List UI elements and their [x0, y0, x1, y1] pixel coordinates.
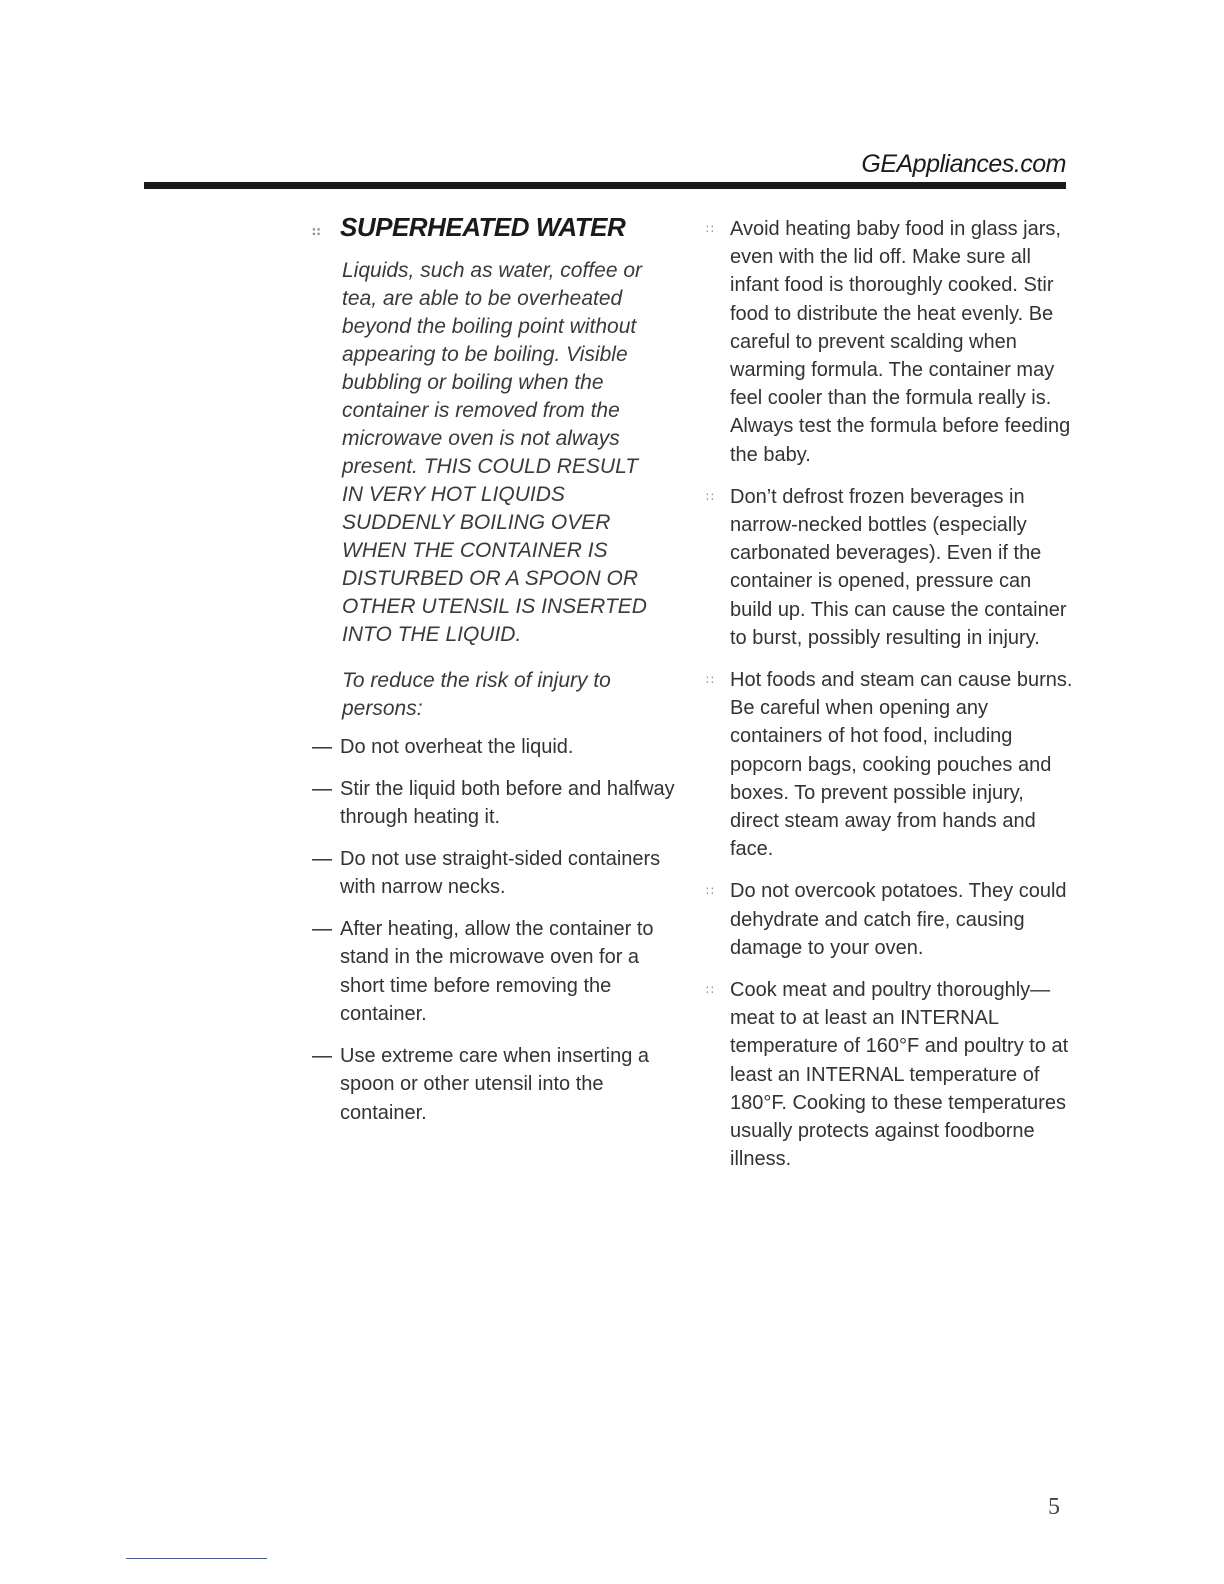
footer-line: [126, 1558, 267, 1559]
list-item: ∷ Avoid heating baby food in glass jars, even with the lid off. Make sure all infant food is thoroughly cooked. Stir food to distribute the heat evenly. Be careful to prevent scalding when warming formula. The container may feel cooler than the formula really is. Always test the formula before feeding the baby.: [706, 218, 1071, 466]
list-item: ∷ Do not overcook potatoes. They could dehydrate and catch fire, causing damage to your oven.: [706, 880, 1067, 959]
bullet-icon: ∷: [706, 983, 712, 998]
list-item: ∷ Hot foods and steam can cause burns. Be careful when opening any containers of hot food, including popcorn bags, cooking pouches and boxes. To prevent possible injury, direct steam away from hands and face.: [706, 669, 1073, 861]
list-item: — Do not overheat the liquid.: [312, 733, 684, 762]
bullet-icon: ∷: [706, 673, 712, 688]
header-rule: [144, 182, 1066, 189]
list-item: ∷ Don’t defrost frozen beverages in narrow-necked bottles (especially carbonated beverages). Even if the container is opened, pressure can build up. This can cause the container to burst, possibly resulting in injury.: [706, 485, 1067, 649]
right-column: [704, 215, 1074, 1188]
bullet-list: [704, 215, 1074, 1174]
left-column: [312, 212, 684, 1140]
dash-list: [312, 733, 684, 1127]
reduce-risk-text: To reduce the risk of injury to persons:: [342, 669, 611, 720]
list-item: ∷ Cook meat and poultry thoroughly—meat to at least an INTERNAL temperature of 160°F and poultry to at least an INTERNAL temperature of 180°F. Cooking to these temperatures usually protects against foodborne illness.: [706, 979, 1069, 1171]
list-item: — After heating, allow the container to stand in the microwave oven for a short time before removing the container.: [312, 915, 684, 1029]
site-url: GEAppliances.com: [861, 150, 1066, 178]
dash-icon: —: [312, 736, 332, 758]
bullet-icon: ∷: [312, 225, 319, 239]
list-item: — Stir the liquid both before and halfway through heating it.: [312, 775, 684, 832]
section-title: SUPERHEATED WATER: [340, 212, 626, 242]
bullet-icon: ∷: [706, 222, 712, 236]
bullet-icon: ∷: [706, 489, 712, 504]
list-item: — Do not use straight-sided containers with narrow necks.: [312, 845, 684, 902]
dash-icon: —: [312, 777, 332, 800]
section-heading: [312, 212, 684, 243]
dash-icon: —: [312, 917, 332, 940]
dash-icon: —: [312, 1044, 332, 1067]
intro-paragraph: Liquids, such as water, coffee or tea, are able to be overheated beyond the boiling point without appearing to be boiling. Visible bubbling or boiling when the container is removed from the microwave oven is not always present. THIS COULD RESULT IN VERY HOT LIQUIDS SUDDENLY BOILING OVER WHEN THE CONTAINER IS DISTURBED OR A SPOON OR OTHER UTENSIL IS INSERTED INTO THE LIQUID.: [342, 259, 647, 646]
bullet-icon: ∷: [706, 884, 712, 899]
list-item: — Use extreme care when inserting a spoon or other utensil into the container.: [312, 1042, 684, 1128]
page-number: 5: [1048, 1494, 1060, 1520]
dash-icon: —: [312, 847, 332, 870]
